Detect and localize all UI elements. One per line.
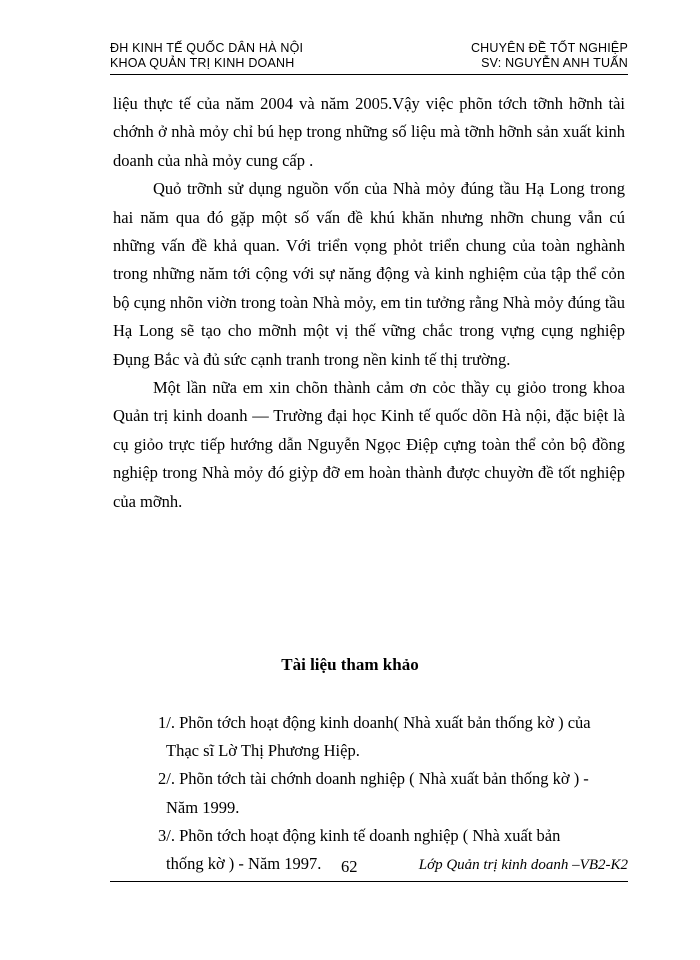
footer-rule bbox=[110, 881, 628, 882]
page-number: 62 bbox=[341, 857, 358, 876]
paragraph-2: Quỏ trỡnh sử dụng nguồn vốn của Nhà mỏy đúng tầu Hạ Long trong hai năm qua đó gặp một số vấn đề khú khăn nhưng nhỡn chung vẫn cú những vấn đề khả quan. Với triển vọng phỏt triển chung của toàn nghành trong những năm tới cộng với sự năng động và kinh nghiệm của tập thể cỏn bộ cụng nhõn viờn trong toàn Nhà mỏy, em tin tưởng rằng Nhà mỏy đúng tầu Hạ Long sẽ tạo cho mỡnh một vị thế vững chắc trong vựng cụng nghiệp Đụng Bắc và đủ sức cạnh tranh trong nền kinh tế thị trường. bbox=[113, 179, 625, 369]
reference-1-line-2: Thạc sĩ Lờ Thị Phương Hiệp. bbox=[166, 741, 360, 761]
references-list bbox=[158, 709, 628, 878]
reference-2-line-2: Năm 1999. bbox=[166, 797, 240, 817]
header-report-type: CHUYÊN ĐỀ TỐT NGHIỆP bbox=[470, 41, 628, 55]
reference-3-line-1: 3/. Phõn tớch hoạt động kinh tế doanh nghiệp ( Nhà xuất bản bbox=[158, 825, 561, 845]
page-header bbox=[110, 41, 628, 71]
reference-2-line-1: 2/. Phõn tớch tài chớnh doanh nghiệp ( Nhà xuất bản thống kờ ) - bbox=[158, 769, 589, 789]
header-faculty: KHOA QUẢN TRỊ KINH DOANH bbox=[110, 56, 295, 70]
header-student: SV: NGUYỄN ANH TUẤN bbox=[481, 56, 628, 70]
references-title: Tài liệu tham khảo bbox=[281, 655, 419, 674]
header-rule bbox=[110, 74, 628, 75]
body-text bbox=[113, 90, 625, 516]
reference-1-line-1: 1/. Phõn tớch hoạt động kinh doanh( Nhà xuất bản thống kờ ) của bbox=[158, 713, 591, 732]
reference-3-line-2: thống kờ ) - Năm 1997. bbox=[166, 854, 322, 874]
paragraph-1: liệu thực tế của năm 2004 và năm 2005.Vậy việc phõn tớch tỡnh hỡnh tài chớnh ở nhà mỏy chỉ bú hẹp trong những số liệu mà tỡnh hỡnh sản xuất kinh doanh của nhà mỏy cung cấp . bbox=[113, 94, 625, 170]
header-university: ĐH KINH TẾ QUỐC DÂN HÀ NỘI bbox=[110, 41, 304, 55]
footer-class-label: Lớp Quản trị kinh doanh –VB2-K2 bbox=[418, 857, 628, 873]
paragraph-3: Một lần nữa em xin chõn thành cảm ơn cỏc thầy cụ giỏo trong khoa Quản trị kinh doanh — Trường đại học Kinh tế quốc dõn Hà nội, đặc biệt là cụ giỏo trực tiếp hướng dẫn Nguyễn Ngọc Điệp cựng toàn thể cỏn bộ đồng nghiệp trong Nhà mỏy đó giỳp đỡ em hoàn thành được chuyờn đề tốt nghiệp của mỡnh. bbox=[113, 378, 625, 511]
